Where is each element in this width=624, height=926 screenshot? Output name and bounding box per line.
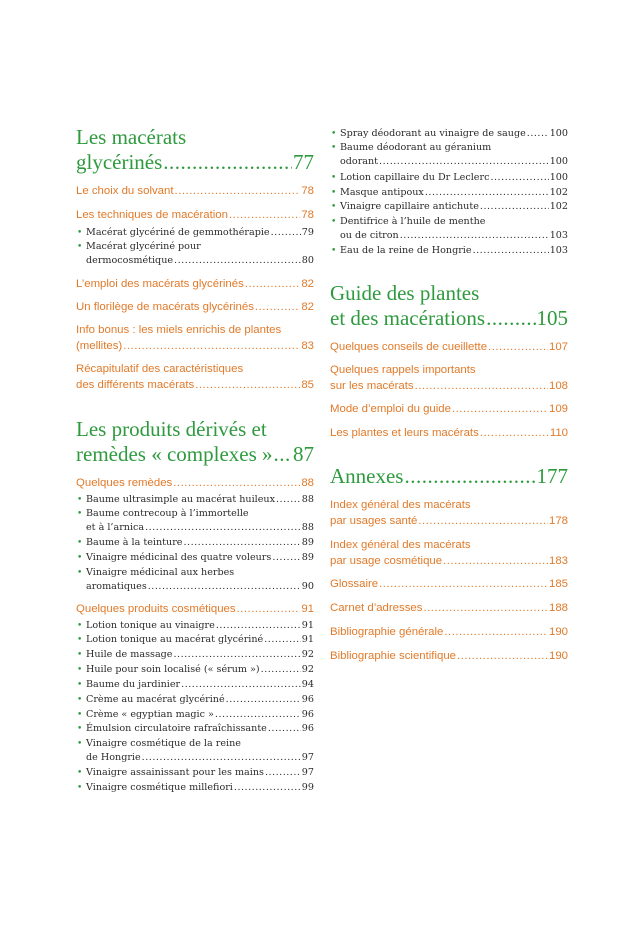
page-number: 102 — [549, 187, 568, 198]
toc-entry-emploi[interactable] — [76, 277, 314, 293]
toc-subentry[interactable] — [331, 141, 568, 169]
entry-label: Index général des macérats — [330, 539, 471, 551]
entry-label-cont: de Hongrie — [86, 752, 141, 763]
entry-label: Baume du jardinier — [86, 679, 181, 690]
toc-subentry[interactable] — [77, 648, 314, 662]
page-number: 105 — [536, 306, 568, 330]
entry-label: Bibliographie générale — [330, 626, 444, 638]
toc-entry-info[interactable] — [76, 323, 314, 354]
entry-label: L’emploi des macérats glycérinés — [76, 278, 244, 290]
entry-label: Eau de la reine de Hongrie — [340, 245, 472, 256]
entry-label: Vinaigre assainissant pour les mains — [86, 767, 264, 778]
page-number: 82 — [301, 301, 314, 313]
entry-label: Quelques produits cosmétiques — [76, 603, 236, 615]
entry-label: Spray déodorant au vinaigre de sauge — [340, 128, 526, 139]
entry-label-cont: des différents macérats — [76, 378, 195, 391]
toc-subentry[interactable] — [77, 781, 314, 795]
toc-subentry[interactable] — [331, 171, 568, 185]
entry-label: Les plantes et leurs macérats — [330, 427, 479, 439]
entry-label: Huile de massage — [86, 649, 173, 660]
toc-subentry[interactable] — [331, 186, 568, 200]
bullet-icon: • — [77, 695, 83, 705]
entry-label: Baume ultrasimple au macérat huileux — [86, 494, 275, 505]
toc-subentry[interactable] — [77, 507, 314, 535]
toc-subentry[interactable] — [331, 244, 568, 258]
page-number: 78 — [301, 185, 314, 197]
toc-subentry[interactable] — [77, 493, 314, 507]
page-number: 85 — [301, 378, 314, 391]
entry-label: Macérat glycériné de gemmothérapie — [86, 227, 270, 238]
entry-label: Quelques rappels importants — [330, 364, 476, 376]
section-title: Guide des plantes — [330, 281, 480, 305]
page-number: 78 — [301, 209, 314, 221]
page-number: 77 — [293, 150, 314, 174]
toc-entry-index-sante[interactable] — [330, 498, 568, 529]
page-number: 109 — [548, 403, 568, 415]
page-number: 88 — [301, 522, 314, 533]
page-number: 188 — [548, 602, 568, 614]
bullet-icon: • — [331, 246, 337, 256]
bullet-icon: • — [77, 650, 83, 660]
entry-label: Lotion capillaire du Dr Leclerc — [340, 172, 490, 183]
page-number: 107 — [548, 341, 568, 353]
entry-label: Vinaigre médicinal des quatre voleurs — [86, 552, 272, 563]
page-number: 88 — [301, 477, 314, 489]
toc-entry-recap[interactable] — [76, 362, 314, 393]
entry-label: Les techniques de macération — [76, 209, 228, 221]
page-number: 96 — [301, 709, 314, 720]
section-title: Les macérats — [76, 125, 187, 149]
bullet-icon: • — [77, 724, 83, 734]
toc-subentry[interactable] — [77, 619, 314, 633]
entry-label: Macérat glycériné pour — [86, 241, 201, 252]
entry-label: Baume à la teinture — [86, 537, 183, 548]
page-number: 96 — [301, 694, 314, 705]
page-number: 185 — [548, 578, 568, 590]
entry-label: Émulsion circulatoire rafraîchissante — [86, 723, 267, 734]
entry-label: Bibliographie scientifique — [330, 650, 457, 662]
page-number: 96 — [301, 723, 314, 734]
page-number: 110 — [549, 427, 568, 439]
page-number: 100 — [549, 128, 568, 139]
bullet-icon: • — [77, 710, 83, 720]
entry-label: Vinaigre capillaire antichute — [340, 201, 479, 212]
entry-label-cont: par usages santé — [330, 514, 418, 527]
toc-subentry[interactable] — [77, 551, 314, 565]
toc-subentry[interactable] — [331, 215, 568, 243]
page-number: 190 — [548, 650, 568, 662]
toc-subentry[interactable] — [77, 708, 314, 722]
entry-label: Dentifrice à l’huile de menthe — [340, 216, 486, 227]
entry-label-cont: par usage cosmétique — [330, 554, 443, 567]
toc-entry-florilege[interactable] — [76, 300, 314, 316]
page-number: 89 — [301, 537, 314, 548]
entry-label-cont: aromatiques — [86, 581, 147, 592]
entry-label-cont: (mellites) — [76, 339, 123, 352]
toc-subentry[interactable] — [77, 633, 314, 647]
bullet-icon: • — [331, 129, 337, 139]
page-number: 91 — [301, 603, 314, 615]
bullet-icon: • — [77, 680, 83, 690]
bullet-icon: • — [77, 768, 83, 778]
section-title-cont: et des macérations — [330, 306, 486, 330]
toc-section-produits[interactable] — [76, 417, 314, 467]
page-number: 79 — [301, 227, 314, 238]
entry-label: Crème « egyptian magic » — [86, 709, 214, 720]
toc-subentry[interactable] — [77, 663, 314, 677]
page-number: 177 — [536, 464, 568, 488]
toc-section-guide[interactable] — [330, 281, 568, 331]
page-number: 94 — [301, 679, 314, 690]
entry-label: Baume déodorant au géranium — [340, 142, 492, 153]
bullet-icon: • — [77, 495, 83, 505]
bullet-icon: • — [77, 739, 83, 749]
toc-entry-techniques[interactable] — [76, 208, 314, 224]
toc-entry-mode[interactable] — [330, 402, 568, 418]
page-number: 99 — [301, 782, 314, 793]
toc-entry-carnet[interactable] — [330, 601, 568, 617]
entry-label: Vinaigre médicinal aux herbes — [86, 567, 235, 578]
entry-label: Un florilège de macérats glycérinés — [76, 301, 254, 313]
bullet-icon: • — [77, 635, 83, 645]
entry-label: Crème au macérat glycériné — [86, 694, 225, 705]
entry-label: Index général des macérats — [330, 499, 471, 511]
toc-entry-rappels[interactable] — [330, 363, 568, 394]
section-title: Annexes — [330, 464, 404, 488]
entry-label-cont: odorant — [340, 156, 379, 167]
toc-subentry[interactable] — [77, 737, 314, 765]
page-number: 87 — [293, 442, 314, 466]
entry-label: Glossaire — [330, 578, 379, 590]
entry-label: Huile pour soin localisé (« sérum ») — [86, 664, 260, 675]
page-number: 183 — [548, 554, 568, 567]
bullet-icon: • — [77, 538, 83, 548]
bullet-icon: • — [77, 783, 83, 793]
toc-subentry[interactable] — [77, 722, 314, 736]
toc-entry-plantes[interactable] — [330, 426, 568, 442]
toc-entry-index-cosmetique[interactable] — [330, 538, 568, 569]
entry-label: Quelques conseils de cueillette — [330, 341, 488, 353]
toc-entry-glossaire[interactable] — [330, 577, 568, 593]
toc-entry-conseils[interactable] — [330, 340, 568, 356]
toc-subentry[interactable] — [331, 200, 568, 214]
toc-entry-biblio-generale[interactable] — [330, 625, 568, 641]
bullet-icon: • — [331, 188, 337, 198]
page-number: 190 — [548, 626, 568, 638]
page-number: 100 — [549, 172, 568, 183]
page-number: 92 — [301, 649, 314, 660]
bullet-icon: • — [77, 242, 83, 252]
toc-entry-choix[interactable] — [76, 184, 314, 200]
toc-subentry[interactable] — [77, 240, 314, 268]
entry-label: Lotion tonique au macérat glycériné — [86, 634, 264, 645]
bullet-icon: • — [77, 568, 83, 578]
entry-label-cont: dermocosmétique — [86, 255, 174, 266]
entry-label-cont: sur les macérats — [330, 379, 414, 392]
entry-label: Carnet d’adresses — [330, 602, 423, 614]
section-title-cont: glycérinés — [76, 150, 163, 174]
toc-section-macerats[interactable] — [76, 125, 314, 175]
page-number: 108 — [548, 379, 568, 392]
page-number: 91 — [301, 620, 314, 631]
toc-subentry[interactable] — [77, 678, 314, 692]
page-number: 82 — [301, 278, 314, 290]
toc-subentry[interactable] — [77, 226, 314, 240]
entry-label-cont: ou de citron — [340, 230, 399, 241]
toc-subentry[interactable] — [77, 693, 314, 707]
page-number: 103 — [549, 245, 568, 256]
toc-subentry[interactable] — [77, 536, 314, 550]
bullet-icon: • — [77, 621, 83, 631]
page-number: 88 — [301, 494, 314, 505]
toc-entry-cosmetiques[interactable] — [76, 602, 314, 618]
page-number: 100 — [549, 156, 568, 167]
toc-subentry[interactable] — [331, 127, 568, 141]
page-number: 97 — [301, 752, 314, 763]
bullet-icon: • — [77, 228, 83, 238]
entry-label: Masque antipoux — [340, 187, 424, 198]
page-number: 89 — [301, 552, 314, 563]
entry-label: Mode d’emploi du guide — [330, 403, 451, 415]
entry-label: Info bonus : les miels enrichis de plantes — [76, 324, 282, 336]
bullet-icon: • — [77, 665, 83, 675]
page-number: 92 — [301, 664, 314, 675]
page-number: 103 — [549, 230, 568, 241]
entry-label-cont: et à l’arnica — [86, 522, 145, 533]
entry-label: Récapitulatif des caractéristiques — [76, 363, 244, 375]
toc-entry-biblio-scientifique[interactable] — [330, 649, 568, 665]
page-number: 178 — [548, 514, 568, 527]
page-number: 91 — [301, 634, 314, 645]
page-number: 102 — [549, 201, 568, 212]
bullet-icon: • — [77, 509, 83, 519]
page-number: 83 — [301, 339, 314, 352]
toc-section-annexes[interactable] — [330, 464, 568, 489]
entry-label: Quelques remèdes — [76, 477, 173, 489]
bullet-icon: • — [77, 553, 83, 563]
page-number: 97 — [301, 767, 314, 778]
bullet-icon: • — [331, 143, 337, 153]
page-number: 90 — [301, 581, 314, 592]
section-title: Les produits dérivés et — [76, 417, 267, 441]
section-title-cont: remèdes « complexes » — [76, 442, 273, 466]
entry-label: Vinaigre cosmétique de la reine — [86, 738, 241, 749]
toc-subentry[interactable] — [77, 766, 314, 780]
entry-label: Baume contrecoup à l’immortelle — [86, 508, 249, 519]
bullet-icon: • — [331, 173, 337, 183]
entry-label: Vinaigre cosmétique millefiori — [86, 782, 233, 793]
bullet-icon: • — [331, 202, 337, 212]
page-number: 80 — [301, 255, 314, 266]
entry-label: Le choix du solvant — [76, 185, 174, 197]
entry-label: Lotion tonique au vinaigre — [86, 620, 215, 631]
toc-entry-remedes[interactable] — [76, 476, 314, 492]
bullet-icon: • — [331, 217, 337, 227]
toc-subentry[interactable] — [77, 566, 314, 594]
